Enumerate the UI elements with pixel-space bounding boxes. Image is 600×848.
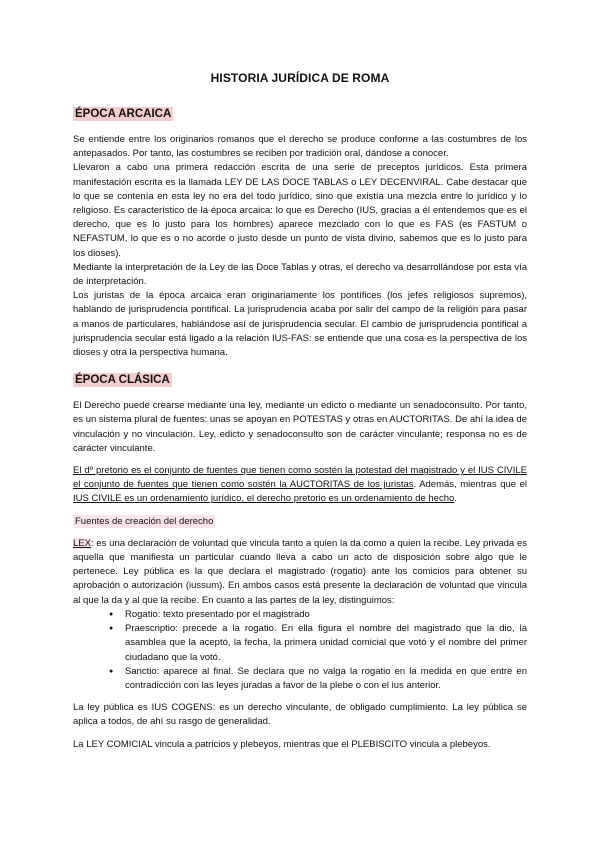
document-body [73, 104, 527, 752]
paragraph: La LEY COMICIAL vincula a patricios y plebeyos, mientras que el PLEBISCITO vincula a plebeyos. [73, 738, 491, 750]
list-item: ● Rogatio: texto presentado por el magistrado [111, 608, 527, 622]
paragraph: Mediante la interpretación de la Ley de las Doce Tablas y otras, el derecho va desarrollándose por esta vía de interpretación. [73, 261, 527, 288]
text: . [454, 493, 457, 505]
paragraph: Se entiende entre los originarios romanos que el derecho se produce conforme a las costumbres de los antepasados. Por tanto, las costumbres se reciben por tradición oral, dándose a conocer. [73, 134, 527, 160]
bullet-list [73, 608, 527, 693]
paragraph: Los juristas de la época arcaica eran originariamente los pontífices (los jefes religiosos supremos), hablando de jurisprudencia pontifical. La jurisprudencia acaba por salir del campo de la religión para pasar a manos de particulares, hablándose así de jurisprudencia secular. El cambio de jurisprudencia pontifical a jurisprudencia secular está ligado a la relación IUS-FAS: se entiende que una cosa es la perspectiva de los dioses y otra la perspectiva humana. [73, 290, 527, 359]
paragraph: Llevaron a cabo una primera redacción escrita de una serie de preceptos jurídicos. Esta primera manifestación escrita es la llamada LEY DE LAS DOCE TABLAS o LEY DECENVIRAL. Cabe destacar que lo que se contenía en esta ley no era del todo jurídico, sino que existía una mezcla entre lo jurídico y lo religioso. Es característico de la época arcaica: lo que es Derecho (IUS, gracias a él entendemos que es el derecho, que es lo justo para los hombres) aparece mezclado con lo que es FAS (es FASTUM o NEFASTUM, lo que es o no acorde o justo desde un punto de vista divino, sabemos que es lo justo para los dioses). [73, 162, 527, 259]
page-title: HISTORIA JURÍDICA DE ROMA [210, 71, 390, 85]
underlined-text: IUS CIVILE es un ordenamiento jurídico, el derecho pretorio es un ordenamiento de hecho [73, 493, 455, 505]
paragraph: El Derecho puede crearse mediante una ley, mediante un edicto o mediante un senadoconsulto. Por tanto, es un sistema plural de fuentes: unas se apoyan en POTESTAS y otras en AUCTORITAS. De ahí la idea de vinculación y no vinculación. Ley, edicto y senadoconsulto son de carácter vinculante; responsa no es de carácter vinculante. [73, 400, 527, 454]
section-heading-clasica: ÉPOCA CLÁSICA [75, 374, 170, 387]
underlined-text: El dº pretorio es el conjunto de fuentes que tienen como sostén la potestad del magistrado y el IUS CIVILE el conjunto de fuentes que tienen como sostén la AUCTORITAS de los juristas [73, 465, 527, 491]
lex-label: LEX [73, 537, 91, 549]
paragraph-underlined [73, 464, 527, 507]
paragraph: La ley pública es IUS COGENS: es un derecho vinculante, de obligado cumplimiento. La ley pública se aplica a todos, de ahí su rasgo de generalidad. [73, 702, 527, 728]
list-item: ● Praescriptio: precede a la rogatio. En ella figura el nombre del magistrado que la dio, la asamblea que la aceptó, la fecha, la primera unidad comicial que votó y el nombre del primer ciudadano que la votó. [111, 622, 527, 665]
subsection-heading [73, 515, 527, 529]
list-item: ● Sanctio: aparece al final. Se declara que no valga la rogatio en la medida en que entre en contradicción con las leyes juradas a favor de la plebe o con el ius anterior. [111, 665, 527, 693]
text: : es una declaración de voluntad que vincula tanto a quien la da como a quien la recibe. Ley privada es aquella que manifiesta un particular cuando lleva a cabo un acto de disposición sobre algo que le pertenece. Ley pública es la que declara el magistrado (rogatio) ante los comicios para obtener su aprobación o autorización (iussum). En ambos casos está presente la declaración de voluntad que vincula al que la da y al que la recibe. En cuanto a las partes de la ley, distinguimos: [73, 537, 527, 606]
text: . Además, mientras que el [413, 479, 527, 491]
section-heading-arcaica: ÉPOCA ARCAICA [75, 108, 172, 120]
subsection-heading-text: Fuentes de creación del derecho [75, 515, 214, 527]
paragraph-lex [73, 537, 527, 608]
